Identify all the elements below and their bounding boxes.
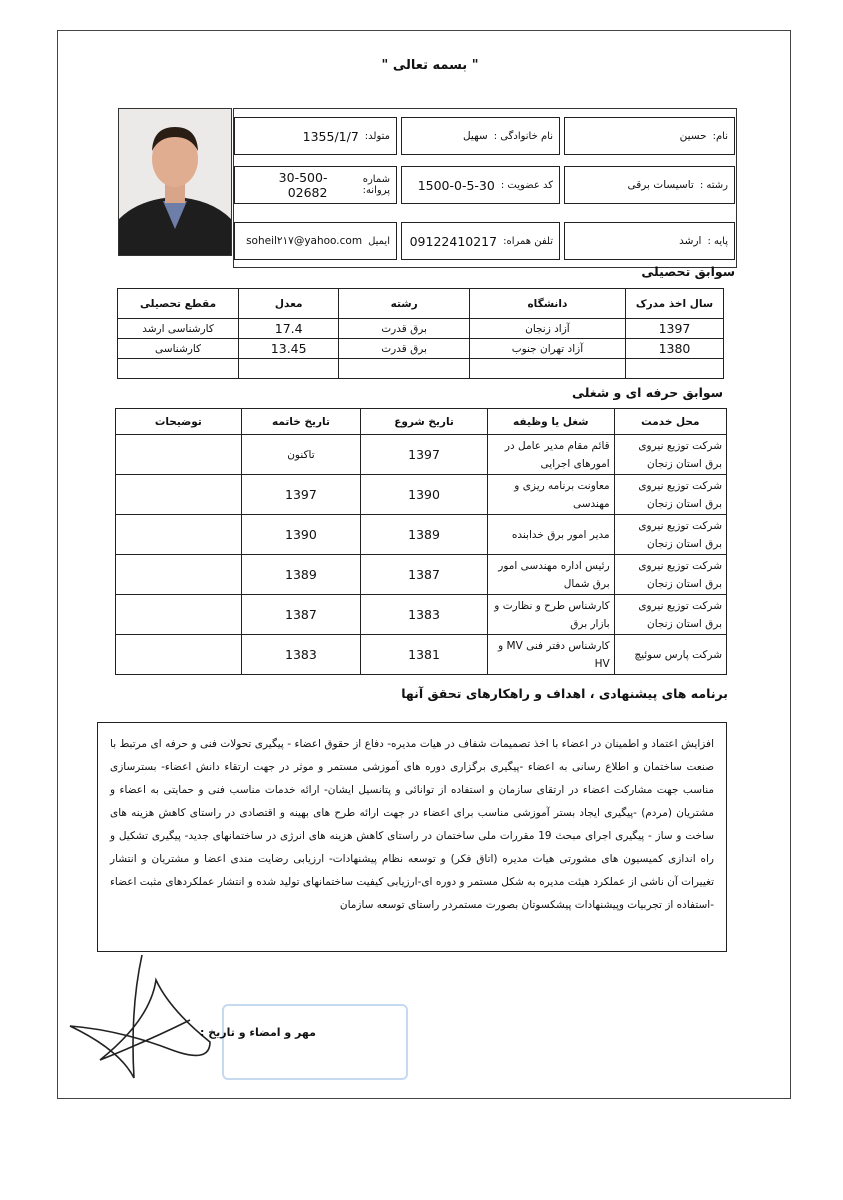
license-value: 30-500-02682 bbox=[278, 170, 328, 200]
table-row bbox=[116, 595, 727, 635]
birth-label: متولد: bbox=[364, 130, 390, 142]
edu-gpa bbox=[239, 359, 339, 379]
edu-field: برق قدرت bbox=[339, 339, 470, 359]
work-start: 1381 bbox=[361, 635, 488, 675]
edu-university bbox=[469, 359, 625, 379]
edu-year bbox=[625, 359, 723, 379]
work-job: کارشناس طرح و نظارت و بازار برق bbox=[487, 595, 614, 635]
program-title: برنامه های پیشنهادی ، اهداف و راهکارهای تحقق آنها bbox=[401, 686, 728, 701]
license-cell bbox=[234, 166, 397, 204]
work-notes bbox=[116, 555, 242, 595]
work-header-start: تاریخ شروع bbox=[361, 409, 488, 435]
work-start: 1389 bbox=[361, 515, 488, 555]
email-label: ایمیل bbox=[368, 235, 390, 247]
work-header-location: محل خدمت bbox=[614, 409, 726, 435]
work-start: 1387 bbox=[361, 555, 488, 595]
education-header-row bbox=[118, 289, 724, 319]
work-job: معاونت برنامه ریزی و مهندسی bbox=[487, 475, 614, 515]
member-code-label: کد عضویت : bbox=[500, 179, 553, 191]
birth-value: 1355/1/7 bbox=[302, 128, 359, 144]
page-title: " بسمه تعالی " bbox=[381, 58, 479, 73]
work-start: 1390 bbox=[361, 475, 488, 515]
edu-gpa: 13.45 bbox=[239, 339, 339, 359]
edu-degree: کارشناسی bbox=[118, 339, 239, 359]
education-title: سوابق تحصیلی bbox=[641, 264, 735, 279]
table-row bbox=[116, 635, 727, 675]
name-cell bbox=[564, 117, 735, 155]
work-end: تاکنون bbox=[241, 435, 361, 475]
license-label: شماره پروانه: bbox=[362, 174, 390, 196]
edu-field: برق قدرت bbox=[339, 319, 470, 339]
table-row bbox=[118, 339, 724, 359]
edu-header-gpa: معدل bbox=[239, 289, 339, 319]
edu-degree bbox=[118, 359, 239, 379]
work-header-end: تاریخ خاتمه bbox=[241, 409, 361, 435]
work-job: قائم مقام مدیر عامل در امورهای اجرایی bbox=[487, 435, 614, 475]
field-label: رشته : bbox=[699, 179, 728, 191]
phone-value: 09122410217 bbox=[409, 233, 498, 249]
edu-header-degree: مقطع تحصیلی bbox=[118, 289, 239, 319]
education-table bbox=[117, 288, 724, 379]
work-end: 1387 bbox=[241, 595, 361, 635]
family-value: سهیل bbox=[462, 130, 488, 142]
table-row bbox=[118, 359, 724, 379]
profile-photo bbox=[118, 108, 232, 256]
work-start: 1383 bbox=[361, 595, 488, 635]
field-cell bbox=[564, 166, 735, 204]
work-notes bbox=[116, 435, 242, 475]
handwritten-signature bbox=[60, 950, 220, 1090]
table-row bbox=[116, 555, 727, 595]
grade-cell bbox=[564, 222, 735, 260]
grade-value: ارشد bbox=[679, 235, 702, 247]
work-location: شرکت توزیع نیروی برق استان زنجان bbox=[614, 515, 726, 555]
table-row bbox=[116, 515, 727, 555]
program-text: افزایش اعتماد و اطمینان در اعضاء با اخذ تصمیمات شفاف در هیات مدیره- دفاع از حقوق اعضاء - پیگیری تحولات فنی و حرفه ای مرتبط با صنعت ساختمان و اطلاع رسانی به اعضاء -پیگیری برگزاری دوره های آموزشی مستمر و موثر در جهت ارتقاء دانش اعضاء- بسترسازی مناسب جهت مشارکت اعضاء در ارتقای سازمان و استفاده از توانائی و پتانسیل ایشان- ارائه خدمات مناسب فنی و حمایتی به اعضاء و مشتریان (مردم) -پیگیری ایجاد بستر آموزشی مناسب برای اعضاء در جهت ارائه طرح های بهینه و اقتصادی در راستای کاهش هزینه های ساخت و ساز - پیگیری اجرای مبحث 19 مقررات ملی ساختمان در راستای کاهش هزینه های انرژی در ساختمانهای جدید- پیگیری تشکیل و راه اندازی کمیسیون های مشورتی هیات مدیره (اتاق فکر) و توسعه نظام پیشنهادات- ارزیابی رضایت مندی اعضا و مشتریان و انتشار تغییرات آن ناشی از عملکرد هیئت مدیره به شکل مستمر و دوره ای-ارزیابی کیفیت ساختمانهای تولید شده و انتشار عملکردهای مثبت اعضاء -استفاده از تجربیات وپیشنهادات پیشکسوتان بصورت مستمردر راستای توسعه سازمان bbox=[97, 722, 727, 952]
name-value: حسین bbox=[679, 130, 707, 142]
edu-year: 1380 bbox=[625, 339, 723, 359]
work-location: شرکت پارس سوئیچ bbox=[614, 635, 726, 675]
edu-university: آزاد زنجان bbox=[469, 319, 625, 339]
phone-label: تلفن همراه: bbox=[503, 235, 553, 247]
edu-year: 1397 bbox=[625, 319, 723, 339]
work-header-row bbox=[116, 409, 727, 435]
work-end: 1390 bbox=[241, 515, 361, 555]
work-header-job: شغل یا وظیفه bbox=[487, 409, 614, 435]
work-location: شرکت توزیع نیروی برق استان زنجان bbox=[614, 595, 726, 635]
stamp-seal bbox=[222, 1004, 408, 1080]
table-row bbox=[116, 435, 727, 475]
phone-cell bbox=[401, 222, 560, 260]
work-start: 1397 bbox=[361, 435, 488, 475]
work-end: 1397 bbox=[241, 475, 361, 515]
work-end: 1389 bbox=[241, 555, 361, 595]
work-header-notes: توضیحات bbox=[116, 409, 242, 435]
name-label: نام: bbox=[712, 130, 728, 142]
email-value: soheil۲۱۷@yahoo.com bbox=[246, 235, 363, 247]
edu-header-field: رشته bbox=[339, 289, 470, 319]
birth-cell bbox=[234, 117, 397, 155]
work-location: شرکت توزیع نیروی برق استان زنجان bbox=[614, 435, 726, 475]
edu-field bbox=[339, 359, 470, 379]
edu-university: آزاد تهران جنوب bbox=[469, 339, 625, 359]
member-code-cell bbox=[401, 166, 560, 204]
work-title: سوابق حرفه ای و شغلی bbox=[572, 385, 723, 400]
member-code-value: 1500-0-5-30 bbox=[417, 177, 495, 193]
work-job: مدیر امور برق خدابنده bbox=[487, 515, 614, 555]
work-notes bbox=[116, 595, 242, 635]
work-notes bbox=[116, 475, 242, 515]
email-cell bbox=[234, 222, 397, 260]
table-row bbox=[116, 475, 727, 515]
work-table bbox=[115, 408, 727, 675]
work-location: شرکت توزیع نیروی برق استان زنجان bbox=[614, 475, 726, 515]
work-job: کارشناس دفتر فنی MV و HV bbox=[487, 635, 614, 675]
work-job: رئیس اداره مهندسی امور برق شمال bbox=[487, 555, 614, 595]
family-cell bbox=[401, 117, 560, 155]
work-notes bbox=[116, 515, 242, 555]
family-label: نام خانوادگی : bbox=[493, 130, 553, 142]
table-row bbox=[118, 319, 724, 339]
edu-header-year: سال اخذ مدرک bbox=[625, 289, 723, 319]
work-location: شرکت توزیع نیروی برق استان زنجان bbox=[614, 555, 726, 595]
edu-gpa: 17.4 bbox=[239, 319, 339, 339]
field-value: تاسیسات برقی bbox=[627, 179, 694, 191]
edu-degree: کارشناسی ارشد bbox=[118, 319, 239, 339]
work-end: 1383 bbox=[241, 635, 361, 675]
sign-label: مهر و امضاء و تاریخ : bbox=[200, 1026, 316, 1039]
grade-label: پایه : bbox=[707, 235, 728, 247]
work-notes bbox=[116, 635, 242, 675]
edu-header-university: دانشگاه bbox=[469, 289, 625, 319]
